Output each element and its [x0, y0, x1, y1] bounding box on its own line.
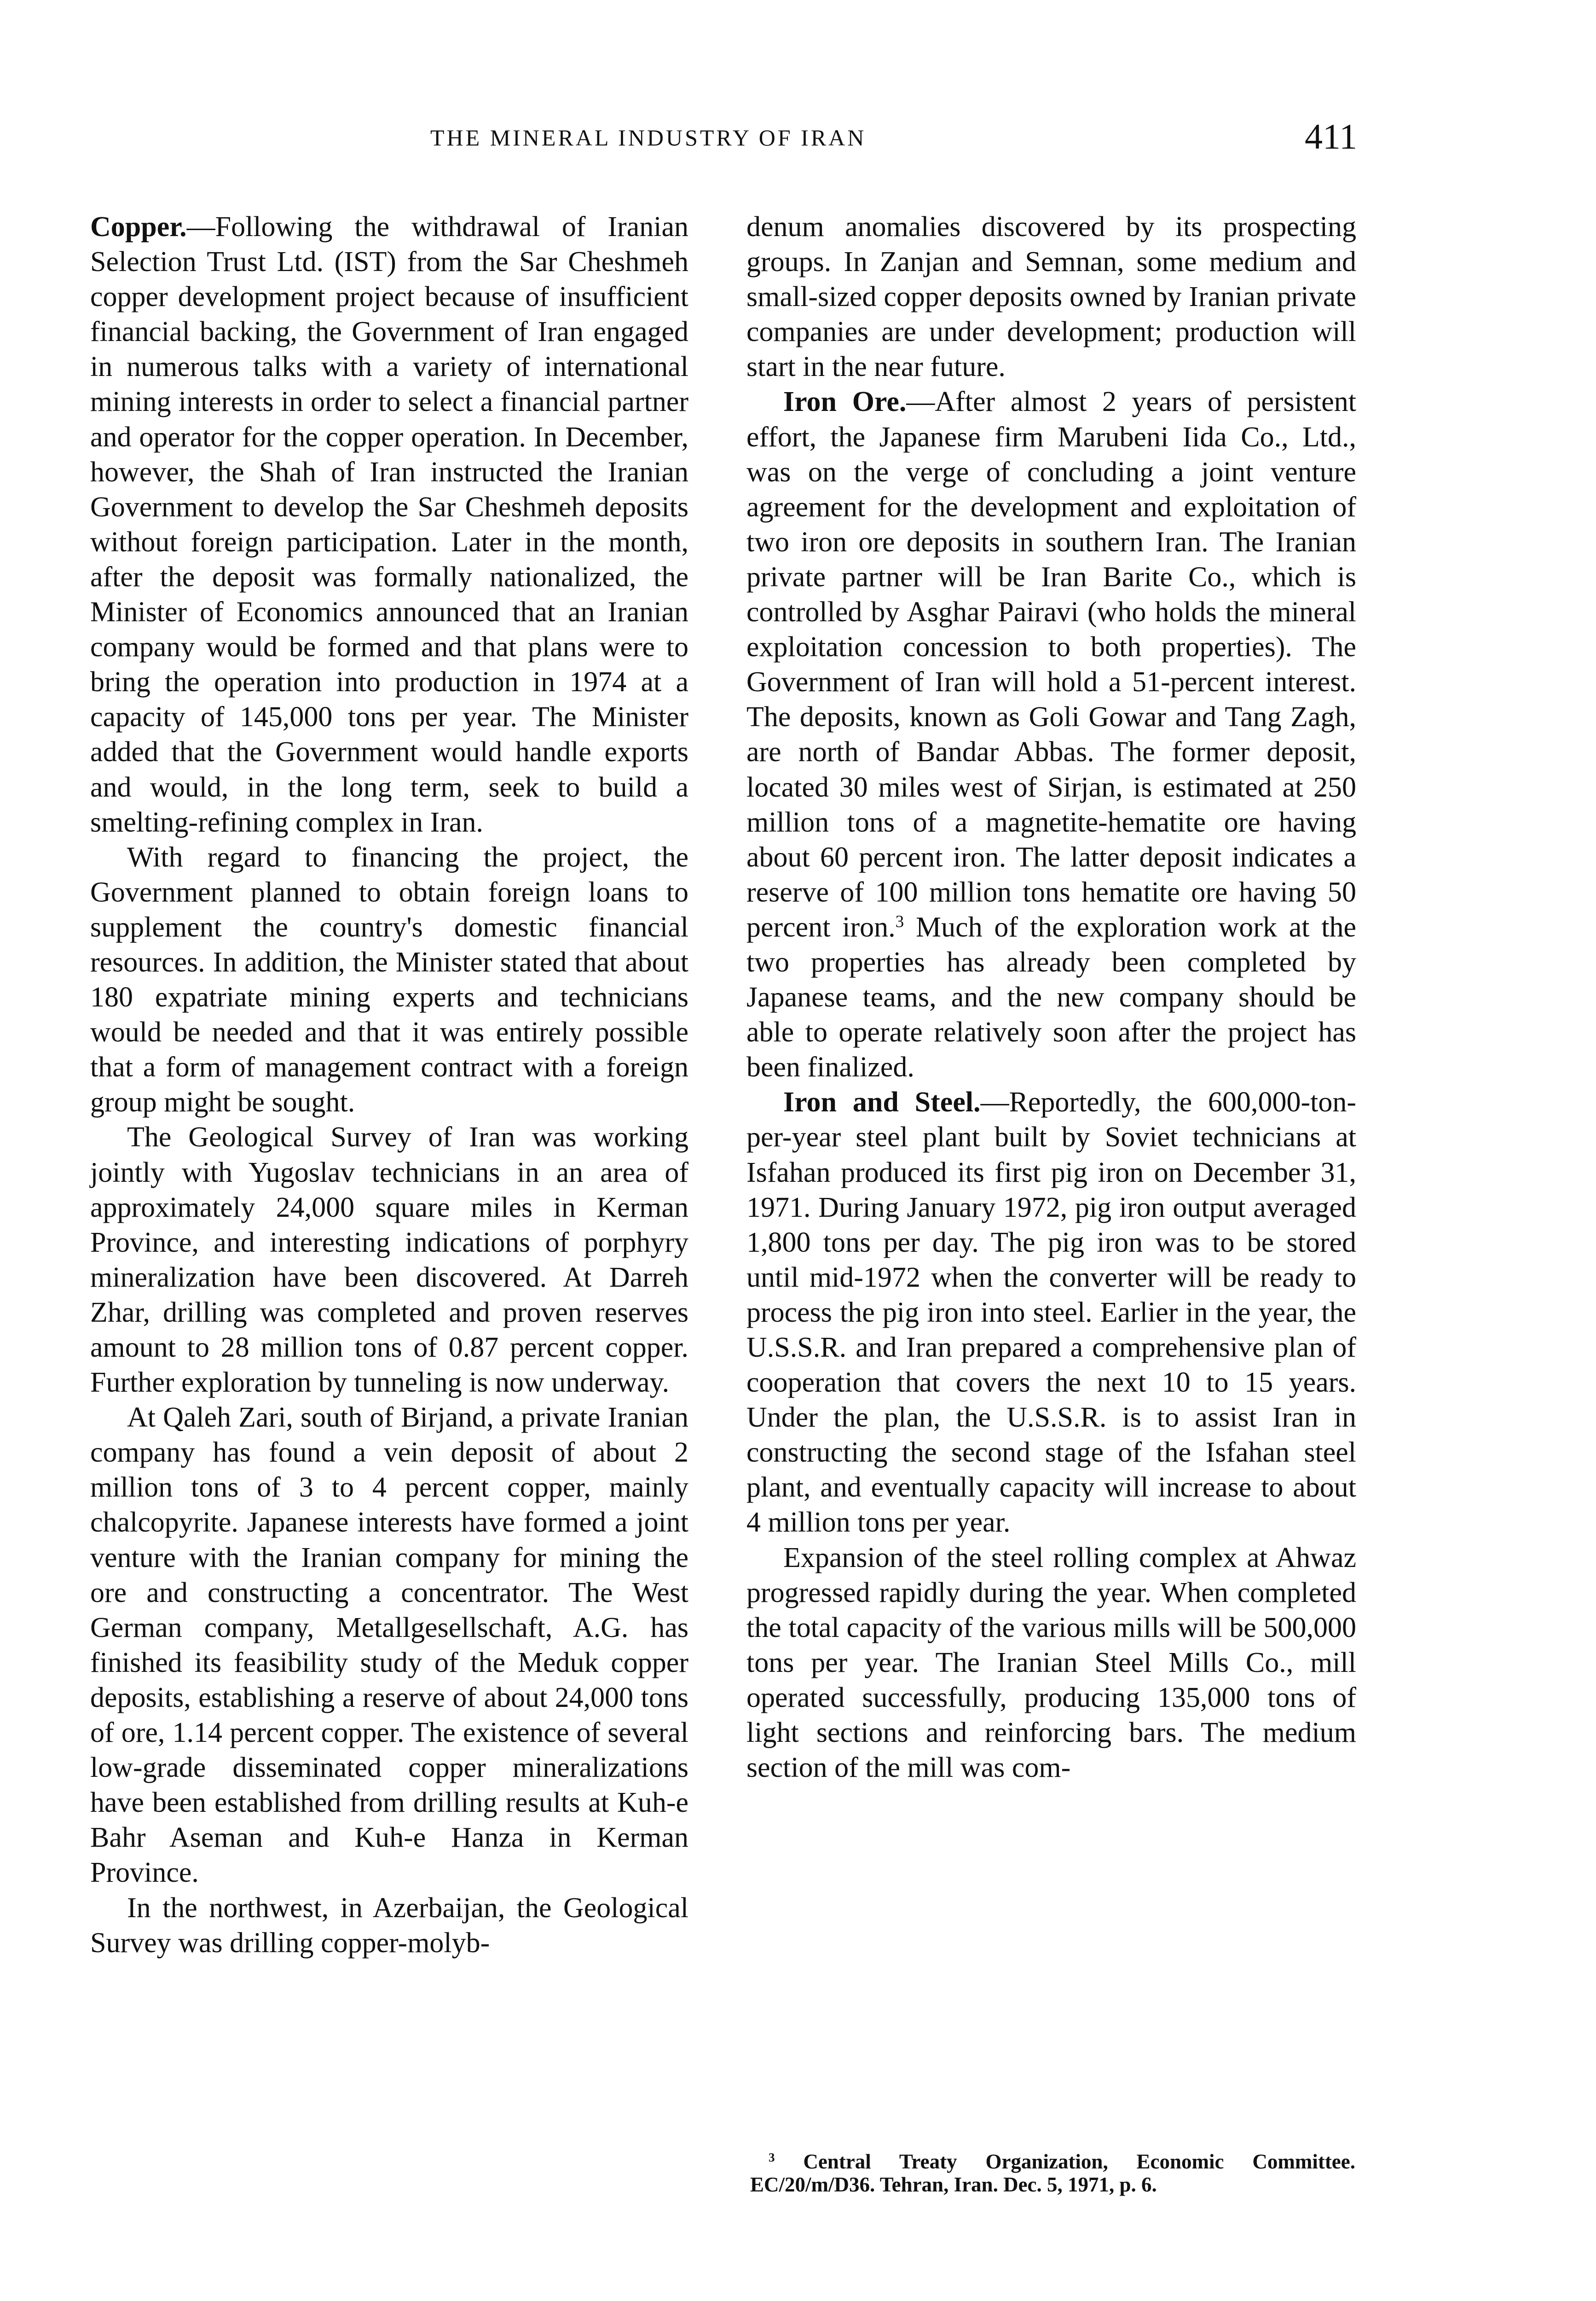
- paragraph-copper: [90, 209, 688, 840]
- paragraph-iron-ore-text: —After almost 2 years of persistent effort, the Japanese firm Marubeni Iida Co., Ltd., was on the verge of concluding a joint venture agreement for the development and exploitation of two iron ore deposits in southern Iran. The Iranian private partner will be Iran Barite Co., which is controlled by Asghar Pairavi (who holds the mineral exploitation concession to both properties). The Government of Iran will hold a 51-percent interest. The deposits, known as Goli Gowar and Tang Zagh, are north of Bandar Abbas. The former deposit, located 30 miles west of Sirjan, is estimated at 250 million tons of a magnetite-hematite ore having about 60 percent iron. The latter deposit indicates a reserve of 100 million tons hematite ore having 50 percent iron.: [746, 386, 1356, 943]
- paragraph-northwest: In the northwest, in Azerbaijan, the Geological Survey was drilling copper-molyb-: [90, 1892, 688, 1959]
- running-title: THE MINERAL INDUSTRY OF IRAN: [430, 125, 867, 150]
- footnote-reference[interactable]: 3: [895, 912, 904, 931]
- page-number: 411: [1305, 116, 1358, 156]
- footnote: [750, 2150, 1355, 2196]
- paragraph-iron-ore-text-continued: Much of the exploration work at the two properties has already been completed by Japanese teams, and the new company should be able to operate relatively soon after the project has been finalized.: [746, 911, 1356, 1083]
- paragraph-qaleh-zari: At Qaleh Zari, south of Birjand, a private Iranian company has found a vein deposit of about 2 million tons of 3 to 4 percent copper, mainly chalcopyrite. Japanese interests have formed a joint venture with the Iranian company for mining the ore and constructing a concentrator. The West German company, Metallgesellschaft, A.G. has finished its feasibility study of the Meduk copper deposits, establishing a reserve of about 24,000 tons of ore, 1.14 percent copper. The existence of several low-grade disseminated copper mineralizations have been established from drilling results at Kuh-e Bahr Aseman and Kuh-e Hanza in Kerman Province.: [90, 1402, 688, 1889]
- left-column: [90, 209, 688, 1960]
- paragraph-copper-text: —Following the withdrawal of Iranian Selection Trust Ltd. (IST) from the Sar Cheshmeh copper development project because of insufficient financial backing, the Government of Iran engaged in numerous talks with a variety of international mining interests in order to select a financial partner and operator for the copper operation. In December, however, the Shah of Iran instructed the Iranian Government to develop the Sar Cheshmeh deposits without foreign participation. Later in the month, after the deposit was formally nationalized, the Minister of Economics announced that an Iranian company would be formed and that plans were to bring the operation into production in 1974 at a capacity of 145,000 tons per year. The Minister added that the Government would handle exports and would, in the long term, seek to build a smelting-refining complex in Iran.: [90, 211, 688, 838]
- section-heading-iron-steel: Iron and Steel.: [783, 1087, 981, 1118]
- paragraph-iron-steel-text: —Reportedly, the 600,000-ton-per-year steel plant built by Soviet technicians at Isfahan produced its first pig iron on December 31, 1971. During January 1972, pig iron output averaged 1,800 tons per day. The pig iron was to be stored until mid-1972 when the converter will be ready to process the pig iron into steel. Earlier in the year, the U.S.S.R. and Iran prepared a comprehensive plan of cooperation that covers the next 10 to 15 years. Under the plan, the U.S.S.R. is to assist Iran in constructing the second stage of the Isfahan steel plant, and eventually capacity will increase to about 4 million tons per year.: [746, 1087, 1356, 1538]
- paragraph-geological-survey: The Geological Survey of Iran was working jointly with Yugoslav technicians in an area of approximately 24,000 square miles in Kerman Province, and interesting indications of porphyry mineralization have been discovered. At Darreh Zhar, drilling was completed and proven reserves amount to 28 million tons of 0.87 percent copper. Further exploration by tunneling is now underway.: [90, 1122, 688, 1399]
- footnote-text: Central Treaty Organization, Economic Committee. EC/20/m/D36. Tehran, Iran. Dec. 5, 1971, p. 6.: [750, 2150, 1355, 2196]
- paragraph-continuation: denum anomalies discovered by its prospecting groups. In Zanjan and Semnan, some medium and small-sized copper deposits owned by Iranian private companies are under development; production will start in the near future.: [746, 211, 1356, 383]
- running-head: [0, 116, 1596, 162]
- paragraph-ahwaz: Expansion of the steel rolling complex at Ahwaz progressed rapidly during the year. When completed the total capacity of the various mills will be 500,000 tons per year. The Iranian Steel Mills Co., mill operated successfully, producing 135,000 tons of light sections and reinforcing bars. The medium section of the mill was com-: [746, 1542, 1356, 1784]
- paragraph-financing: With regard to financing the project, the Government planned to obtain foreign loans to supplement the country's domestic financial resources. In addition, the Minister stated that about 180 expatriate mining experts and technicians would be needed and that it was entirely possible that a form of management contract with a foreign group might be sought.: [90, 841, 688, 1118]
- paragraph-iron-ore: [746, 384, 1356, 1085]
- footnote-marker: 3: [769, 2151, 775, 2165]
- section-heading-copper: Copper.: [90, 211, 187, 243]
- section-heading-iron-ore: Iron Ore.: [783, 386, 907, 418]
- paragraph-iron-steel: [746, 1085, 1356, 1540]
- right-column: [746, 209, 1356, 1785]
